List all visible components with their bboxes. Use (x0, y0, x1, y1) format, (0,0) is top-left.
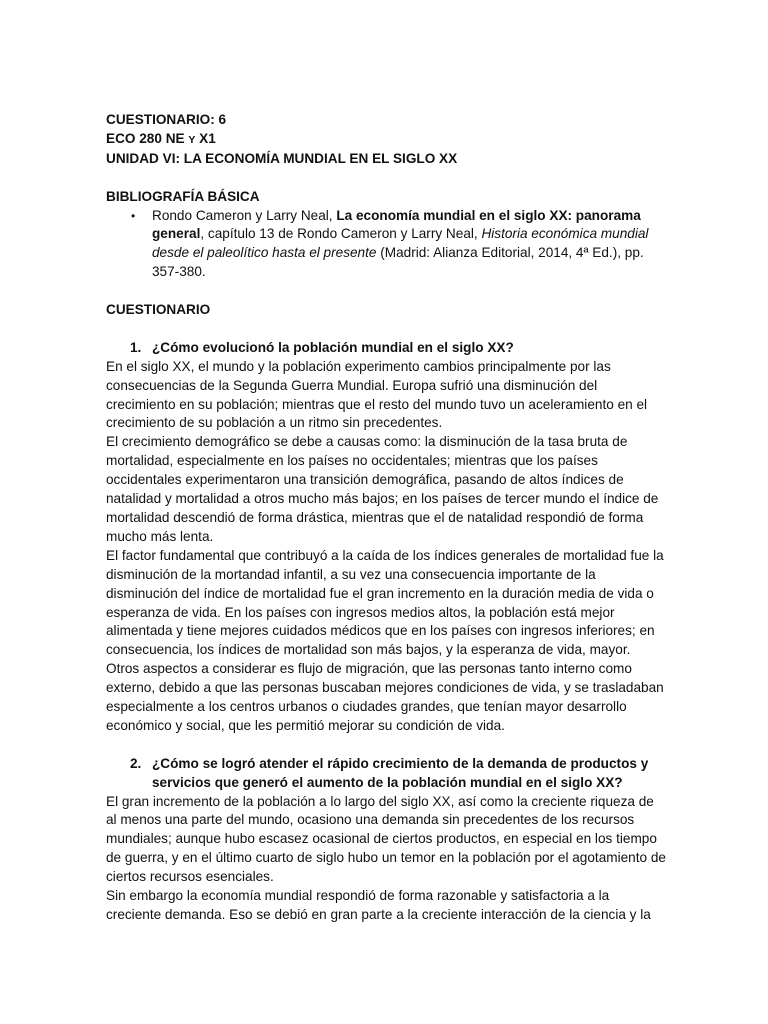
answer-1-paragraph-4: Otros aspectos a considerar es flujo de migración, que las personas tanto interno como externo, debido a que las personas buscaban mejores condiciones de vida, y se trasladaban especialmente a los centros urbanos o ciudades grandes, que tenían mayor desarrollo económico y social, que les permitió mejorar su condición de vida. (106, 661, 664, 733)
bibliography-list (106, 207, 666, 283)
bibliography-book-title: Historia económica mundial desde el paleolítico hasta el presente (152, 226, 649, 261)
spacer (106, 320, 666, 339)
answer-1-paragraph-3: El factor fundamental que contribuyó a la caída de los índices generales de mortalidad fue la disminución de la mortandad infantil, a su vez una consecuencia importante de la disminución del índice de mortalidad fue el gran incremento en la duración media de vida o esperanza de vida. En los países con ingresos medios altos, la población está mejor alimentada y tiene mejores cuidados médicos que en los países con ingresos inferiores; en consecuencia, los índices de mortalidad son más bajos, y la esperanza de vida, mayor. (106, 547, 664, 658)
question-2-text: ¿Cómo se logró atender el rápido crecimiento de la demanda de productos y servicios que generó el aumento de la población mundial en el siglo XX? (152, 755, 649, 790)
course-code-conjunction: Y (188, 133, 196, 146)
bibliography-chapter-info: , capítulo 13 de Rondo Cameron y Larry Neal, (200, 226, 482, 242)
questionnaire-number: CUESTIONARIO: 6 (106, 112, 227, 127)
question-1-number: 1. (130, 339, 142, 355)
bibliography-chapter-title: La economía mundial en el siglo XX: panorama general (152, 207, 641, 242)
answer-2-paragraph-2: Sin embargo la economía mundial respondió de forma razonable y satisfactoria a la creciente demanda. Eso se debió en gran parte a la creciente interacción de la ciencia y la (106, 888, 651, 922)
question-1-text: ¿Cómo evolucionó la población mundial en el siglo XX? (152, 339, 514, 355)
bullet-icon: • (131, 208, 136, 223)
answer-1-paragraph-1: En el siglo XX, el mundo y la población experimento cambios principalmente por las consecuencias de la Segunda Guerra Mundial. Europa sufrió una disminución del crecimiento en su población; mientras que el resto del mundo tuvo un aceleramiento en el crecimiento de su población a un ritmo sin precedentes. (106, 358, 648, 431)
questionnaire-heading: CUESTIONARIO (106, 302, 211, 318)
question-2 (106, 755, 666, 793)
spacer (106, 169, 666, 188)
question-1 (106, 339, 666, 358)
spacer (106, 736, 666, 755)
spacer (106, 282, 666, 301)
answer-2-paragraph-1: El gran incremento de la población a lo largo del siglo XX, así como la creciente riqueza de al menos una parte del mundo, ocasiono una demanda sin precedentes de los recursos mundiales; aunque hubo escasez ocasional de ciertos productos, en especial en los tiempo de guerra, y en el último cuarto de siglo hubo un temor en la población por el agotamiento de ciertos recursos esenciales. (106, 793, 666, 885)
course-code (106, 130, 666, 150)
course-code-suffix: X1 (195, 130, 216, 146)
bibliography-authors: Rondo Cameron y Larry Neal, (152, 207, 337, 223)
course-code-prefix: ECO 280 NE (106, 130, 189, 146)
bibliography-publication-info: (Madrid: Alianza Editorial, 2014, 4ª Ed.), pp. 357-380. (152, 245, 644, 280)
document-content (106, 111, 666, 925)
bibliography-item (106, 207, 666, 283)
unit-title: UNIDAD VI: LA ECONOMÍA MUNDIAL EN EL SIGLO XX (106, 150, 458, 166)
bibliography-heading: BIBLIOGRAFÍA BÁSICA (106, 188, 260, 204)
question-2-number: 2. (130, 755, 142, 771)
answer-1-paragraph-2: El crecimiento demográfico se debe a causas como: la disminución de la tasa bruta de mortalidad, especialmente en los países no occidentales; mientras que los países occidentales experimentaron una transición demográfica, pasando de altos índices de natalidad y mortalidad a otros mucho más bajos; en los países de tercer mundo el índice de mortalidad descendió de forma drástica, mientras que el de natalidad respondió de forma mucho más lenta. (106, 434, 659, 544)
